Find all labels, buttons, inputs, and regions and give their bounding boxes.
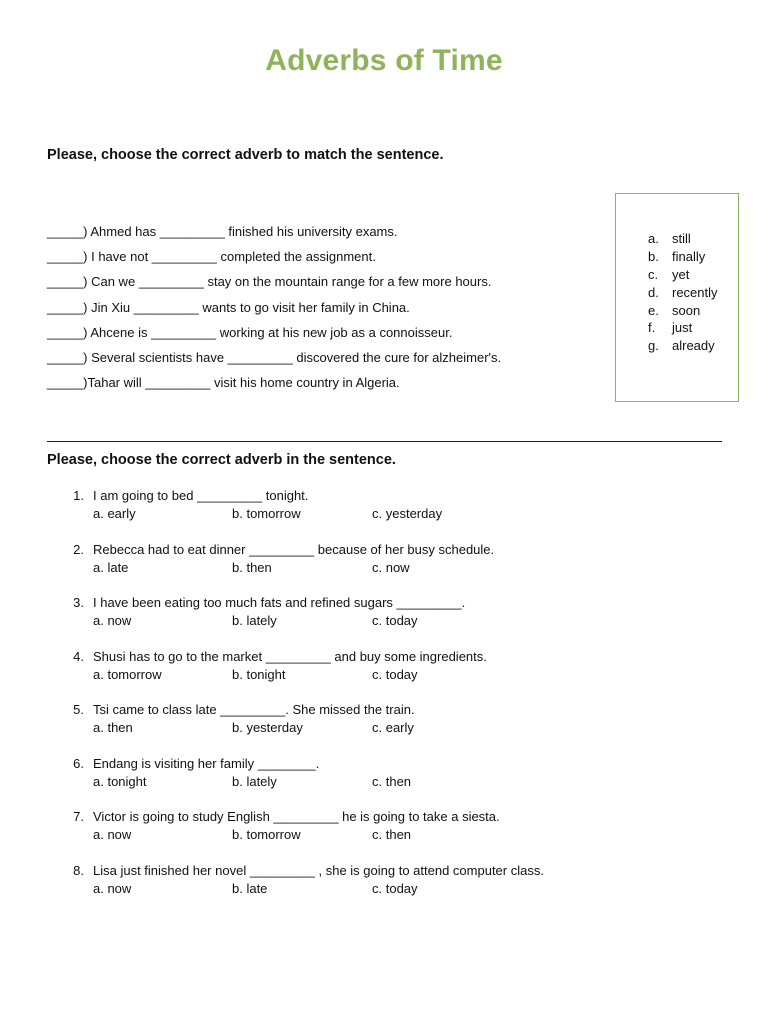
answer-options xyxy=(93,506,593,524)
matching-sentence: _____) Can we _________ stay on the mountain range for a few more hours. xyxy=(47,274,492,290)
question-item xyxy=(0,809,768,863)
answer-option: a. now xyxy=(93,613,132,628)
matching-sentence: _____) Ahcene is _________ working at his new job as a connoisseur. xyxy=(47,324,453,340)
multiple-choice-instruction: Please, choose the correct adverb in the sentence. xyxy=(47,452,396,468)
answer-option: a. early xyxy=(93,506,136,521)
question-text: Shusi has to go to the market _________ and buy some ingredients. xyxy=(93,648,487,664)
matching-sentence: _____)Tahar will _________ visit his home country in Algeria. xyxy=(47,375,400,391)
question-item xyxy=(0,756,768,810)
answer-options xyxy=(93,827,593,845)
word-bank-letter: c. xyxy=(648,266,659,282)
answer-options xyxy=(93,881,593,899)
question-number: 6 . xyxy=(68,756,84,771)
answer-options xyxy=(93,667,593,685)
section-divider xyxy=(47,441,722,442)
answer-option: a. then xyxy=(93,720,133,735)
answer-option: b. tomorrow xyxy=(232,827,301,842)
word-bank-word: already xyxy=(672,338,715,354)
answer-option: c. now xyxy=(372,559,410,575)
question-number: 8 . xyxy=(68,863,84,878)
question-text: Tsi came to class late _________. She missed the train. xyxy=(93,702,415,717)
word-bank-box xyxy=(615,193,739,402)
worksheet-title: Adverbs of Time xyxy=(265,44,503,77)
answer-options xyxy=(93,720,593,738)
word-bank-word: recently xyxy=(672,284,718,300)
word-bank-letter: f. xyxy=(648,320,656,336)
word-bank-letter: a. xyxy=(648,231,659,246)
answer-option: a. late xyxy=(93,559,129,575)
word-bank-word: just xyxy=(672,320,693,336)
matching-sentence: _____) Jin Xiu _________ wants to go visit her family in China. xyxy=(47,299,410,315)
answer-option: a. now xyxy=(93,880,132,896)
word-bank-item xyxy=(648,231,718,249)
question-item xyxy=(0,488,768,542)
answer-option: c. then xyxy=(372,827,412,842)
answer-option: b. then xyxy=(232,559,272,575)
question-number: 5 . xyxy=(68,702,84,717)
word-bank-word: soon xyxy=(672,302,701,318)
answer-option: c. today xyxy=(372,666,418,682)
question-text: Rebecca had to eat dinner _________ because of her busy schedule. xyxy=(93,541,495,557)
matching-sentence: _____) Several scientists have _________ discovered the cure for alzheimer's. xyxy=(47,349,502,365)
word-bank-letter: e. xyxy=(648,302,659,318)
word-bank-word: yet xyxy=(672,266,690,282)
answer-option: b. lately xyxy=(232,773,277,789)
word-bank-item xyxy=(648,267,718,285)
answer-option: a. tonight xyxy=(93,773,147,789)
question-number: 4 . xyxy=(68,649,84,664)
word-bank-item xyxy=(648,303,718,321)
question-text: Victor is going to study English _________ he is going to take a siesta. xyxy=(93,809,500,824)
answer-option: b. lately xyxy=(232,613,277,628)
question-number: 2 . xyxy=(68,542,84,557)
question-text: I have been eating too much fats and refined sugars _________. xyxy=(93,595,466,610)
question-item xyxy=(0,649,768,703)
question-item xyxy=(0,542,768,596)
answer-option: a. now xyxy=(93,827,132,842)
word-bank-word: finally xyxy=(672,248,706,264)
answer-option: c. today xyxy=(372,613,418,628)
word-bank-item xyxy=(648,249,718,267)
question-number: 7 . xyxy=(68,809,84,824)
word-bank-item xyxy=(648,285,718,303)
answer-option: a. tomorrow xyxy=(93,666,162,682)
answer-options xyxy=(93,774,593,792)
question-number: 1 . xyxy=(68,488,84,503)
matching-sentence: _____) I have not _________ completed the assignment. xyxy=(47,249,376,265)
question-list xyxy=(0,488,768,916)
answer-option: c. then xyxy=(372,773,412,789)
question-number: 3 . xyxy=(68,595,84,610)
question-text: Lisa just finished her novel _________ , she is going to attend computer class. xyxy=(93,862,544,878)
answer-option: b. tonight xyxy=(232,666,286,682)
word-bank-letter: b. xyxy=(648,248,659,264)
question-item xyxy=(0,702,768,756)
answer-option: c. today xyxy=(372,880,418,896)
answer-options xyxy=(93,560,593,578)
answer-option: c. early xyxy=(372,720,414,735)
answer-option: b. tomorrow xyxy=(232,506,301,521)
answer-options xyxy=(93,613,593,631)
word-bank-item xyxy=(648,338,718,356)
word-bank-letter: d. xyxy=(648,284,659,300)
question-text: Endang is visiting her family ________. xyxy=(93,755,320,771)
question-text: I am going to bed _________ tonight. xyxy=(93,488,309,503)
matching-sentence-list xyxy=(47,224,501,400)
word-bank-letter: g. xyxy=(648,338,659,354)
word-bank-word: still xyxy=(672,231,691,246)
word-bank-item xyxy=(648,320,718,338)
answer-option: b. late xyxy=(232,880,268,896)
answer-option: b. yesterday xyxy=(232,720,303,735)
matching-instruction: Please, choose the correct adverb to match the sentence. xyxy=(47,147,444,163)
question-item xyxy=(0,595,768,649)
answer-option: c. yesterday xyxy=(372,506,443,521)
word-bank-list xyxy=(648,231,718,356)
matching-sentence: _____) Ahmed has _________ finished his university exams. xyxy=(47,224,398,239)
question-item xyxy=(0,863,768,917)
